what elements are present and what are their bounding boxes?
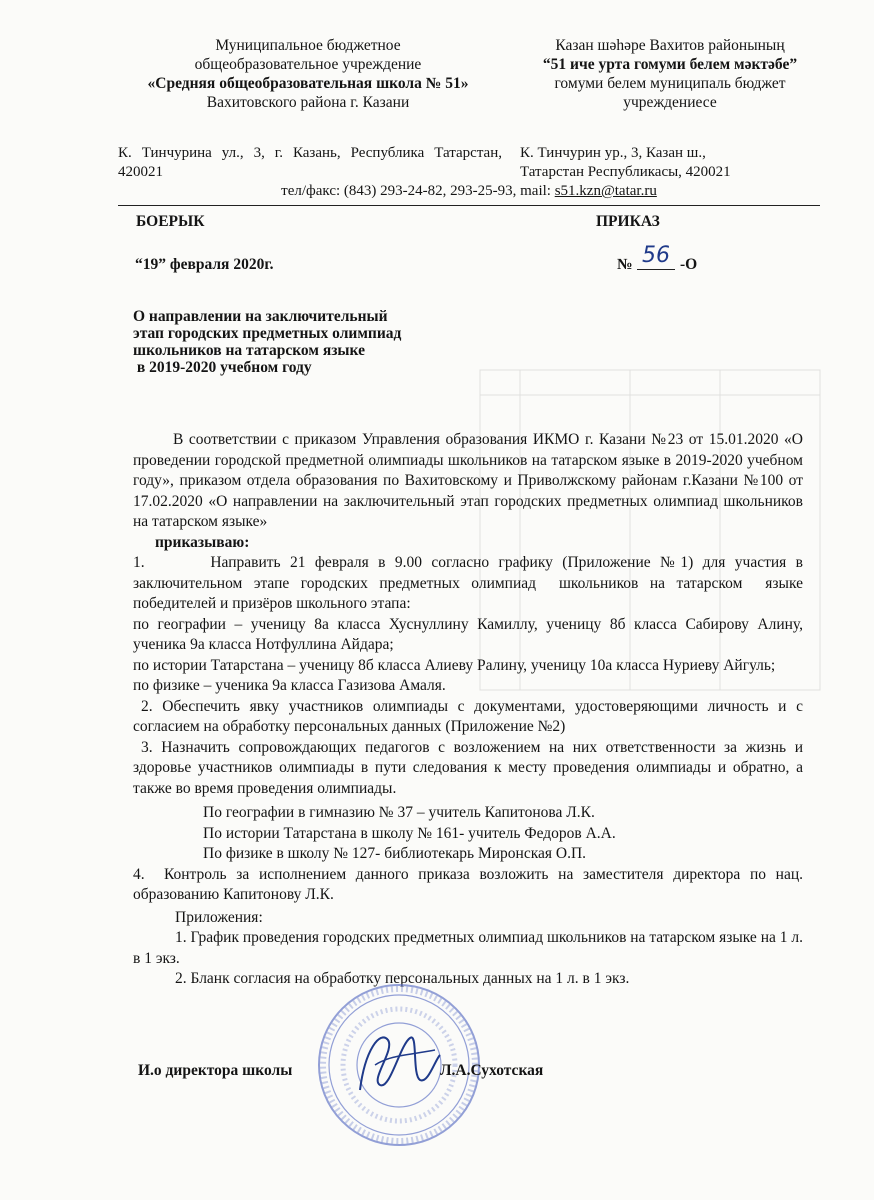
- teacher-geography: По географии в гимназию № 37 – учитель Капитонова Л.К.: [203, 804, 595, 821]
- header-right-line-3: гомуми белем муниципаль бюджет: [554, 75, 786, 92]
- subject-line-4: в 2019-2020 учебном году: [133, 359, 312, 376]
- attachment-1: 1. График проведения городских предметных олимпиад школьников на татарском языке на 1 л. в 1 экз.: [133, 929, 803, 967]
- doc-body: [133, 430, 807, 990]
- item-1-geography: по географии – ученицу 8а класса Хуснуллину Камиллу, ученицу 8б класса Сабирову Алину, ученика 9а класса Нотфуллина Айдара;: [133, 615, 803, 653]
- subject-line-3: школьников на татарском языке: [133, 342, 365, 359]
- address-right-line-1: К. Тинчурин ур., 3, Казан ш.,: [520, 145, 706, 161]
- school-name: «Средняя общеобразовательная школа № 51»: [147, 75, 469, 92]
- address-right-line-2: Татарстан Республикасы, 420021: [520, 164, 731, 180]
- doc-number-suffix: -О: [680, 256, 698, 273]
- address-left: К. Тинчурина ул., 3, г. Казань, Республика Татарстан, 420021: [118, 145, 502, 180]
- header-divider: [118, 205, 820, 206]
- teacher-history: По истории Татарстана в школу № 161- учитель Федоров А.А.: [203, 824, 616, 842]
- subject-line-2: этап городских предметных олимпиад: [133, 325, 402, 342]
- doc-subject: [133, 308, 453, 376]
- attachments-label: Приложения:: [175, 908, 263, 926]
- header-left-line-1: Муниципальное бюджетное: [215, 37, 401, 54]
- subject-line-1: О направлении на заключительный: [133, 308, 388, 325]
- order-word: приказываю:: [155, 533, 250, 551]
- doc-type-tatar: БОЕРЫК: [136, 213, 205, 230]
- signatory-title: И.о директора школы: [138, 1062, 293, 1079]
- header-right-line-1: Казан шәһәре Вахитов районының: [555, 37, 785, 54]
- header-right: [520, 36, 820, 112]
- doc-number-handwritten: 56: [637, 243, 675, 270]
- doc-number-label: №: [617, 256, 633, 273]
- header-left-line-4: Вахитовского района г. Казани: [206, 94, 410, 111]
- signatory-name: Л.А.Сухотская: [440, 1062, 544, 1079]
- item-4: 4. Контроль за исполнением данного приказа возложить на заместителя директора по нац. образованию Капитонову Л.К.: [133, 865, 807, 903]
- header-left-line-2: общеобразовательное учреждение: [194, 56, 422, 73]
- item-1-physics: по физике – ученика 9а класса Газизова Амаля.: [133, 677, 446, 694]
- item-1: 1. Направить 21 февраля в 9.00 согласно графику (Приложение №1) для участия в заключительном этапе городских предметных олимпиад школьников на татарском языке победителей и призёров школьного этапа:: [133, 554, 807, 612]
- doc-type: ПРИКАЗ: [596, 213, 660, 230]
- header-left: [118, 36, 498, 112]
- address-right: [520, 144, 820, 182]
- item-3: 3. Назначить сопровождающих педагогов с возложением на них ответственности за жизнь и здоровье участников олимпиады в пути следования к месту проведения олимпиады и обратно, а также во время проведения олимпиады.: [133, 738, 803, 797]
- header-right-line-4: учреждениесе: [623, 94, 717, 111]
- item-2: 2. Обеспечить явку участников олимпиады с документами, удостоверяющими личность и с согласием на обработку персональных данных (Приложение №2): [133, 697, 803, 735]
- item-1-history: по истории Татарстана – ученицу 8б класса Алиеву Ралину, ученицу 10а класса Нуриеву Айгуль;: [133, 656, 776, 674]
- contacts-email-link[interactable]: s51.kzn@tatar.ru: [554, 183, 657, 199]
- teacher-physics: По физике в школу № 127- библиотекарь Миронская О.П.: [203, 845, 587, 862]
- attachment-2: 2. Бланк согласия на обработку персональных данных на 1 л. в 1 экз.: [175, 970, 630, 987]
- contacts: [118, 183, 820, 200]
- doc-date: “19” февраля 2020г.: [135, 256, 274, 273]
- contacts-phone: тел/факс: (843) 293-24-82, 293-25-93, mail:: [281, 183, 555, 199]
- school-name-tatar: “51 иче урта гомуми белем мәктәбе”: [542, 56, 798, 73]
- intro-paragraph: В соответствии с приказом Управления образования ИКМО г. Казани №23 от 15.01.2020 «О проведении городской предметной олимпиады школьников на татарском языке в 2019-2020 учебном году», приказом отдела образования по Вахитовскому и Приволжскому районам г.Казани №100 от 17.02.2020 «О направлении на заключительный этап городских предметных олимпиад школьников на татарском языке»: [133, 431, 803, 530]
